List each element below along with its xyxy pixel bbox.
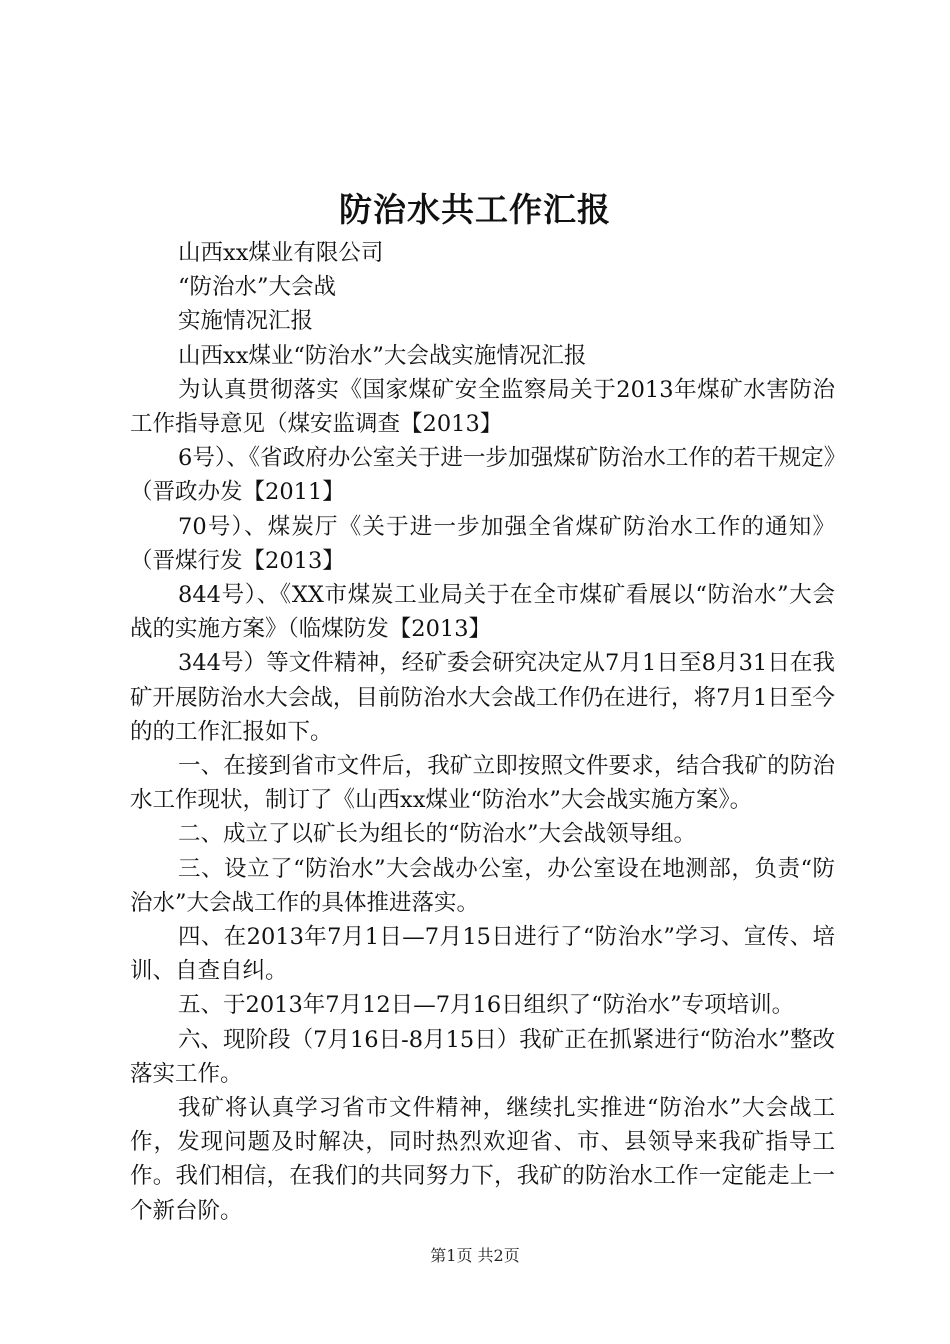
page-footer: 第1页 共2页 bbox=[430, 1246, 520, 1265]
paragraph: 70号）、煤炭厅《关于进一步加强全省煤矿防治水工作的通知》（晋煤行发【2013】 bbox=[130, 513, 835, 574]
document-title: 防治水共工作汇报 bbox=[339, 190, 611, 229]
paragraph: 三、设立了“防治水”大会战办公室，办公室设在地测部，负责“防治水”大会战工作的具体推进落实。 bbox=[130, 855, 835, 916]
paragraph: 344号）等文件精神，经矿委会研究决定从7月1日至8月31日在我矿开展防治水大会战，目前防治水大会战工作仍在进行，将7月1日至今的的工作汇报如下。 bbox=[130, 650, 835, 745]
paragraph: 我矿将认真学习省市文件精神，继续扎实推进“防治水”大会战工作，发现问题及时解决，同时热烈欢迎省、市、县领导来我矿指导工作。我们相信，在我们的共同努力下，我矿的防治水工作一定能走上一个新台阶。 bbox=[130, 1095, 835, 1224]
paragraph: 山西xx煤业“防治水”大会战实施情况汇报 bbox=[178, 342, 587, 369]
paragraph: 五、于2013年7月12日—7月16日组织了“防治水”专项培训。 bbox=[178, 992, 795, 1019]
paragraph: 二、成立了以矿长为组长的“防治水”大会战领导组。 bbox=[178, 821, 697, 848]
paragraph: “防治水”大会战 bbox=[178, 274, 337, 301]
paragraph: 山西xx煤业有限公司 bbox=[178, 240, 384, 266]
paragraph: 6号）、《省政府办公室关于进一步加强煤矿防治水工作的若干规定》（晋政办发【2011】 bbox=[130, 445, 835, 506]
document-body bbox=[130, 236, 835, 1228]
paragraph: 一、在接到省市文件后，我矿立即按照文件要求，结合我矿的防治水工作现状，制订了《山西xx煤业“防治水”大会战实施方案》。 bbox=[130, 753, 835, 814]
paragraph: 实施情况汇报 bbox=[178, 308, 314, 335]
paragraph: 六、现阶段（7月16日-8月15日）我矿正在抓紧进行“防治水”整改落实工作。 bbox=[130, 1026, 835, 1087]
paragraph: 为认真贯彻落实《国家煤矿安全监察局关于2013年煤矿水害防治工作指导意见（煤安监调查【2013】 bbox=[130, 376, 835, 438]
paragraph: 844号）、《XX市煤炭工业局关于在全市煤矿看展以“防治水”大会战的实施方案》（临煤防发【2013】 bbox=[130, 582, 835, 643]
paragraph: 四、在2013年7月1日—7月15日进行了“防治水”学习、宣传、培训、自查自纠。 bbox=[130, 924, 835, 985]
